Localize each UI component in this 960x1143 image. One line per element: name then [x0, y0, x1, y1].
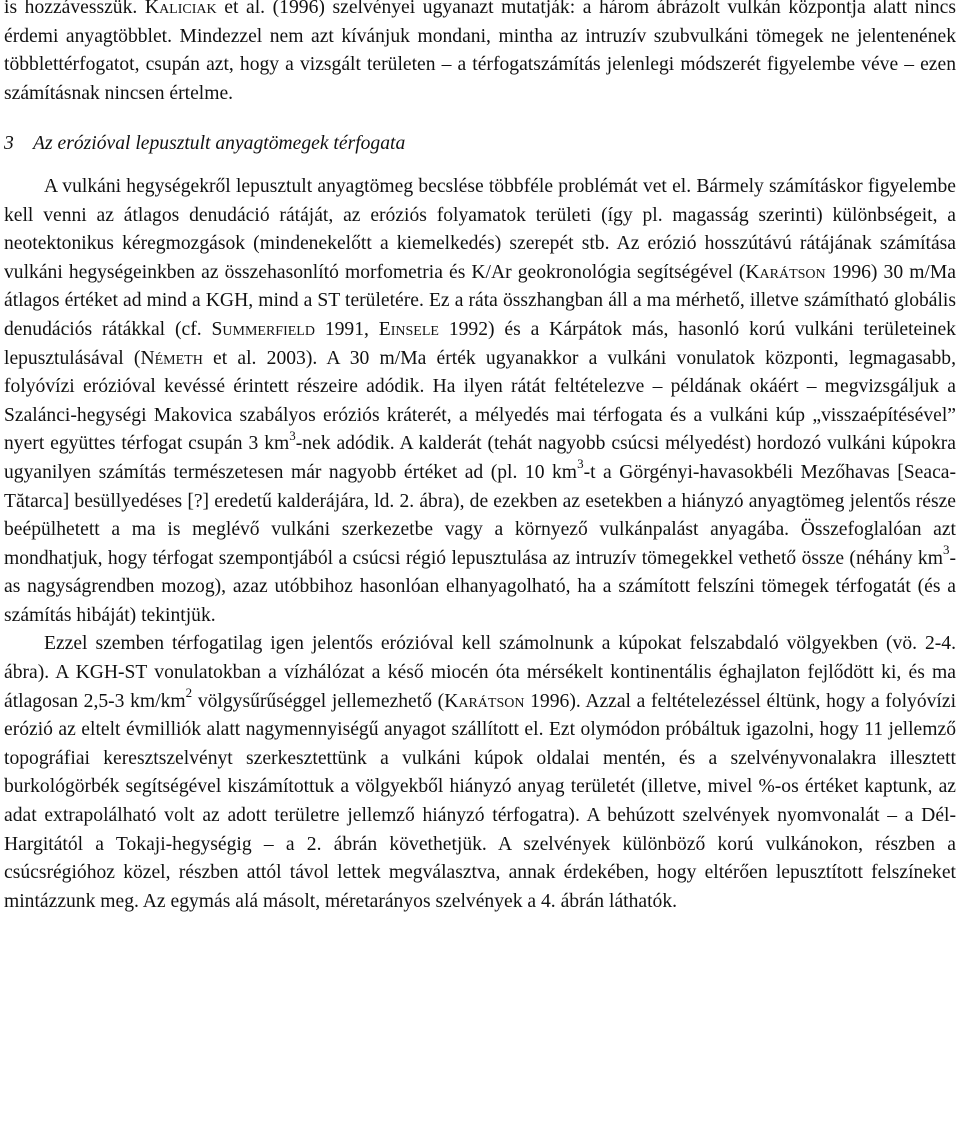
superscript: 3: [289, 427, 296, 443]
section-heading: [4, 130, 956, 159]
paragraph-valley-erosion: [4, 630, 956, 916]
paragraph-intro: [4, 0, 956, 108]
author-name: Németh: [140, 347, 203, 369]
author-name: Karátson: [444, 690, 525, 712]
text-run: -as nagyságrendben mozog), azaz utóbbihoz hasonlóan elhanyagolható, ha a számított felszíni tömegek térfogatát (és a számítás hibáját) tekintjük.: [4, 547, 956, 626]
text-run: -t a Görgényi-havasokbéli Mezőhavas [Seaca-Tătarca] besüllyedéses [?] eredetű kalderájára, ld. 2. ábra), de ezekben az esetekben a hiányzó anyagtömeg jelentős része beépülhetett a ma is meglévő vulkáni szerkezetbe vagy a környező vulkánpalást anyagába. Összefoglalóan azt mondhatjuk, hogy térfogat szempontjából a csúcsi régió lepusztulása az intruzív tömegekkel vethető össze (néhány km: [4, 461, 956, 569]
text-run: 1992) és a Kárpátok más, hasonló korú vulkáni területeinek lepusztulásával (: [4, 318, 956, 369]
paragraph-erosion-rate: [4, 173, 956, 631]
author-name: Karátson: [745, 261, 826, 283]
author-name: Kaliciak: [144, 0, 217, 18]
text-run: et al. (1996) szelvényei ugyanazt mutatják: a három ábrázolt vulkán központja alatt nincs érdemi anyagtöbblet. Mindezzel nem azt kívánjuk mondani, mintha az intruzív szubvulkáni tömegek ne jelentenének többlettérfogatot, csupán azt, hogy a vizsgált területen – a térfogatszámítás jelenlegi módszerét figyelembe véve – ezen számításnak nincsen értelme.: [4, 0, 956, 104]
text-run: Ezzel szemben térfogatilag igen jelentős erózióval kell számolnunk a kúpokat felszabdaló völgyekben (vö. 2-4. ábra). A KGH-ST vonulatokban a vízhálózat a késő miocén óta mérsékelt kontinentális éghajlaton fejlődött ki, és ma átlagosan 2,5-3 km/km: [4, 633, 956, 712]
author-name: Summerfield: [211, 318, 315, 340]
superscript: 3: [577, 456, 584, 472]
section-title: Az erózióval lepusztult anyagtömegek térfogata: [33, 133, 406, 155]
text-run: A vulkáni hegységekről lepusztult anyagtömeg becslése többféle problémát vet el. Bármely számításkor figyelembe kell venni az átlagos denudáció rátáját, az eróziós folyamatok területi (így pl. magasság szerinti) különbségeit, a neotektonikus kéregmozgások (mindenekelőtt a kiemelkedés) szerepét stb. Az erózió hosszútávú rátájának számítása vulkáni hegységeinkben az összehasonlító morfometria és K/Ar geokronológia segítségével (: [4, 175, 956, 283]
superscript: 2: [185, 685, 193, 701]
superscript: 3: [942, 542, 950, 558]
author-name: Einsele: [378, 318, 439, 340]
text-run: 1991,: [314, 318, 379, 340]
text-run: völgysűrűséggel jellemezhető (: [192, 690, 445, 712]
text-run: is hozzávesszük.: [4, 0, 145, 18]
section-number: 3: [4, 133, 14, 155]
text-run: 1996) 30 m/Ma átlagos értéket ad mind a KGH, mind a ST területére. Ez a ráta összhangban áll a ma mérhető, illetve számítható globális denudációs rátákkal (cf.: [4, 261, 956, 340]
text-run: et al. 2003). A 30 m/Ma érték ugyanakkor a vulkáni vonulatok központi, legmagasabb, folyóvízi erózióval kevéssé érintett részeire adódik. Ha ilyen rátát feltételezve – példának okáért – megvizsgáljuk a Szalánci-hegységi Makovica szabályos eróziós kráterét, a mélyedés mai térfogata és a vulkáni kúp „visszaépítésével” nyert együttes térfogat csupán 3 km: [4, 347, 956, 455]
text-run: -nek adódik. A kalderát (tehát nagyobb csúcsi mélyedést) hordozó vulkáni kúpokra ugyanilyen számítás természetesen már nagyobb értéket ad (pl. 10 km: [4, 433, 956, 483]
text-run: 1996). Azzal a feltételezéssel éltünk, hogy a folyóvízi erózió az eltelt évmilliók alatt nagymennyiségű anyagot szállított el. Ezt olymódon próbáltuk igazolni, hogy 11 jellemző topográfiai keresztszelvényt szerkesztettünk a vulkáni kúpok oldalai mentén, és a szelvényvonalakra illesztett burkológörbék segítségével kiszámítottuk a völgyekből hiányzó anyag területét (illetve, mivel %-os értéket kaptunk, az adat extrapolálható volt az adott területre jellemző hiányzó térfogatra). A behúzott szelvények nyomvonalát – a Dél-Hargitától a Tokaji-hegységig – a 2. ábrán követhetjük. A szelvények különböző korú vulkánokon, részben a csúcsrégióhoz közel, részben attól távol lettek megválasztva, annak érdekében, hogy eltérően lepusztított felszíneket mintázzunk meg. Az egymás alá másolt, méretarányos szelvények a 4. ábrán láthatók.: [4, 690, 957, 912]
